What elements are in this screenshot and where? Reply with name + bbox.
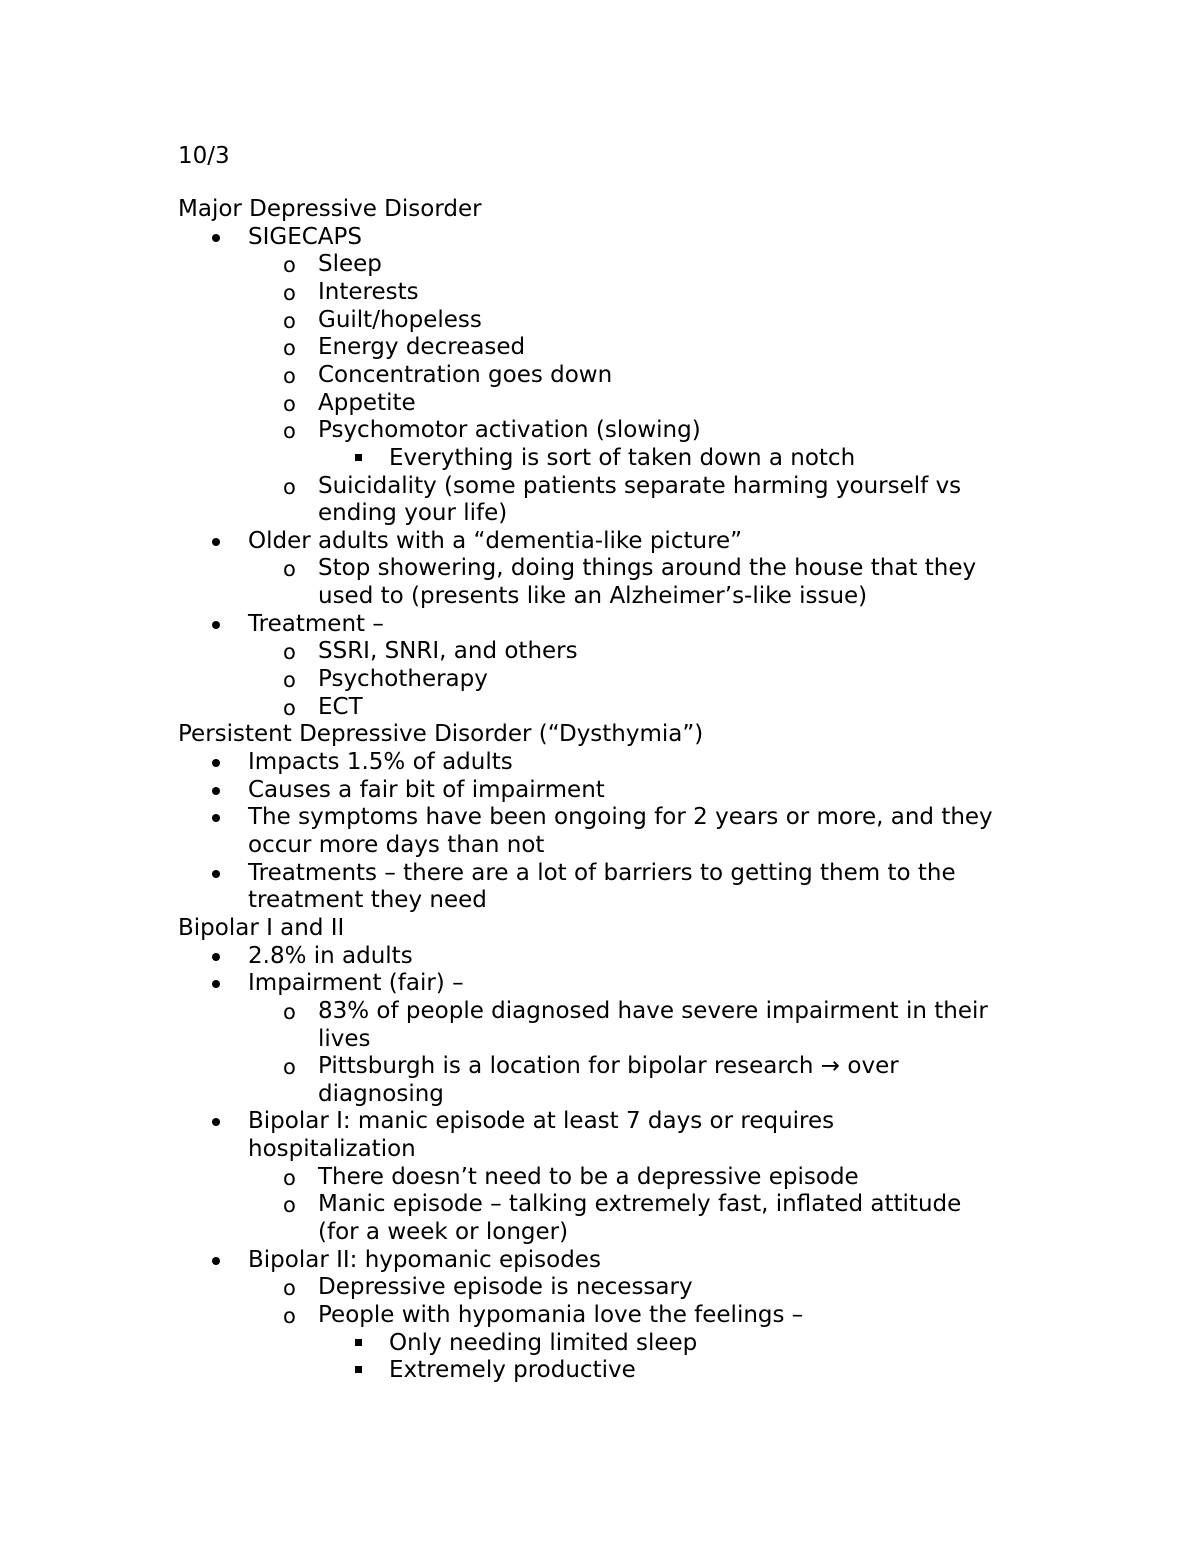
bullet-dot-icon [212,621,220,629]
bullet-dot-icon [212,538,220,546]
list-item: Impacts 1.5% of adults [248,749,513,775]
bullet-dot-icon [212,759,220,767]
bullet-circle-icon: o [283,280,296,305]
list-item: Sleep [318,251,382,278]
bullet-circle-icon: o [283,363,296,388]
list-item: The symptoms have been ongoing for 2 years or more, and they [248,804,993,831]
list-item: Interests [318,278,419,305]
list-item-continuation: diagnosing [318,1080,444,1107]
bullet-circle-icon: o [283,999,296,1024]
section-heading: Persistent Depressive Disorder (“Dysthymia”) [178,721,704,748]
bullet-circle-icon: o [283,474,296,499]
list-item: Appetite [318,389,416,416]
list-item-continuation: used to (presents like an Alzheimer’s-like issue) [318,583,868,610]
bullet-square-icon [355,1366,362,1373]
list-item: Suicidality (some patients separate harming yourself vs [318,472,962,499]
bullet-dot-icon [212,980,220,988]
bullet-circle-icon: o [283,1304,296,1328]
date-heading: 10/3 [178,143,230,169]
bullet-circle-icon: o [283,695,296,720]
list-item-continuation: (for a week or longer) [318,1219,569,1246]
list-item: Energy decreased [318,334,526,361]
bullet-circle-icon: o [283,1165,296,1190]
list-item: 83% of people diagnosed have severe impairment in their [318,997,988,1024]
bullet-circle-icon: o [283,336,296,361]
list-item: Depressive episode is necessary [318,1274,693,1301]
list-item: ECT [318,693,363,720]
list-item: Causes a fair bit of impairment [248,776,605,803]
bullet-dot-icon [212,870,220,878]
bullet-square-icon [355,454,362,461]
bullet-circle-icon: o [283,557,296,582]
bullet-circle-icon: o [283,419,296,444]
list-item: Impairment (fair) – [248,970,464,997]
list-item: Pittsburgh is a location for bipolar research → over [318,1053,899,1080]
bullet-dot-icon [212,1257,220,1265]
list-item: Stop showering, doing things around the house that they [318,555,977,582]
list-item: Psychomotor activation (slowing) [318,417,701,444]
section-heading: Major Depressive Disorder [178,196,482,222]
bullet-dot-icon [212,814,220,822]
list-item: Bipolar II: hypomanic episodes [248,1246,601,1273]
list-item-continuation: ending your life) [318,500,508,527]
list-item: Only needing limited sleep [389,1329,698,1356]
list-item: SIGECAPS [248,223,363,250]
list-item-continuation: lives [318,1025,371,1052]
list-item: Older adults with a “dementia-like picture” [248,527,743,554]
list-item: Treatments – there are a lot of barriers to getting them to the [248,859,956,886]
section-heading: Bipolar I and II [178,914,345,941]
list-item: Concentration goes down [318,361,613,388]
list-item: People with hypomania love the feelings – [318,1302,804,1328]
list-item: Guilt/hopeless [318,306,482,333]
list-item: Everything is sort of taken down a notch [389,444,856,471]
list-item: Bipolar I: manic episode at least 7 days or requires [248,1108,835,1135]
list-item: Psychotherapy [318,666,488,693]
list-item: Treatment – [248,610,384,637]
list-item-continuation: treatment they need [248,887,487,914]
bullet-dot-icon [212,234,220,242]
bullet-circle-icon: o [283,391,296,416]
list-item-continuation: hospitalization [248,1136,416,1163]
list-item: 2.8% in adults [248,942,413,969]
list-item: Extremely productive [389,1357,636,1384]
list-item-continuation: occur more days than not [248,831,545,858]
bullet-circle-icon: o [283,668,296,693]
bullet-circle-icon: o [283,253,296,278]
bullet-circle-icon: o [283,308,296,333]
list-item: SSRI, SNRI, and others [318,638,578,665]
bullet-dot-icon [212,1118,220,1126]
bullet-circle-icon: o [283,640,296,665]
list-item: There doesn’t need to be a depressive episode [318,1163,859,1190]
bullet-circle-icon: o [283,1055,296,1080]
bullet-circle-icon: o [283,1193,296,1218]
bullet-dot-icon [212,787,220,795]
bullet-square-icon [355,1339,362,1346]
bullet-dot-icon [212,953,220,961]
list-item: Manic episode – talking extremely fast, inflated attitude [318,1191,962,1218]
bullet-circle-icon: o [283,1276,296,1301]
